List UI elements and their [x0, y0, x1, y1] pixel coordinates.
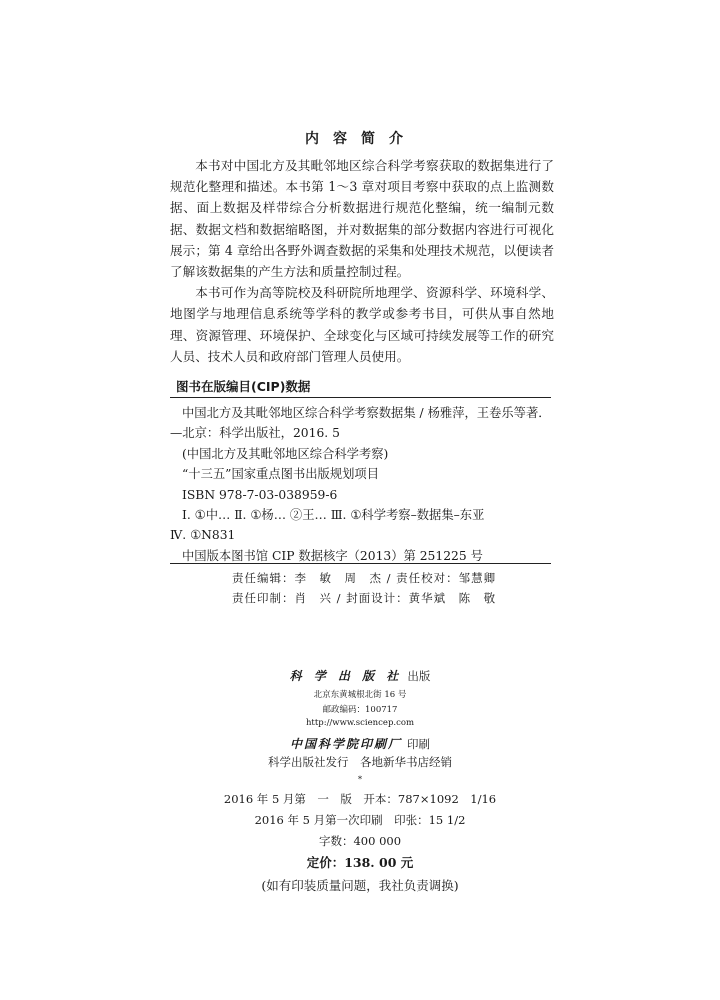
credits-production: 责任印制：肖 兴 / 封面设计：黄华斌 陈 敬 — [232, 591, 497, 605]
printer-suffix: 印刷 — [407, 737, 431, 751]
cip-line: 中国版本图书馆 CIP 数据核字（2013）第 251225 号 — [182, 548, 483, 563]
cip-bottom-rule — [170, 563, 551, 564]
word-count: 字数：400 000 — [318, 834, 402, 848]
cip-line: “十三五”国家重点图书出版规划项目 — [182, 467, 380, 482]
cip-top-rule — [170, 397, 551, 398]
printer-name: 中国科学院印刷厂 — [289, 737, 402, 751]
publisher-address: 北京东黄城根北街 16 号 — [313, 690, 407, 700]
intro-paragraph: 本书可作为高等院校及科研院所地理学、资源科学、环境科学、地图学与地理信息系统等学科的教学或参考书目，可供从事自然地理、资源管理、环境保护、全球变化与区域可持续发展等工作的研究人员、技术人员和政府部门管理人员使用。 — [170, 285, 554, 364]
publisher-postcode: 邮政编码：100717 — [322, 705, 398, 715]
cip-heading: 图书在版编目(CIP)数据 — [176, 379, 311, 394]
publisher-line — [0, 665, 720, 684]
separator-star: * — [357, 775, 363, 785]
cip-line: ISBN 978-7-03-038959-6 — [182, 487, 338, 502]
printing-info: 2016 年 5 月第一次印刷 印张：15 1/2 — [254, 813, 466, 827]
price: 定价：138. 00 元 — [306, 855, 414, 870]
quality-notice: (如有印装质量问题，我社负责调换) — [261, 878, 459, 893]
intro-title: 内容简介 — [305, 131, 417, 147]
distribution: 科学出版社发行 各地新华书店经销 — [268, 755, 452, 769]
cip-line: 中国北方及其毗邻地区综合科学考察数据集 / 杨雅萍，王卷乐等著． — [182, 406, 551, 420]
publisher-url: http://www.sciencep.com — [305, 718, 415, 728]
cip-line: Ⅰ. ①中… Ⅱ. ①杨… ②王… Ⅲ. ①科学考察–数据集–东亚 — [182, 508, 485, 523]
credits-editors: 责任编辑：李 敏 周 杰 / 责任校对：邹慧卿 — [232, 571, 497, 585]
cip-line: (中国北方及其毗邻地区综合科学考察) — [182, 446, 389, 461]
cip-block — [170, 403, 554, 566]
cip-line: —北京：科学出版社，2016. 5 — [170, 426, 340, 441]
printer-line — [0, 733, 720, 752]
credits — [232, 568, 496, 608]
publisher-suffix: 出版 — [407, 669, 431, 683]
publisher-name: 科 学 出 版 社 — [289, 669, 403, 683]
intro-paragraph: 本书对中国北方及其毗邻地区综合科学考察获取的数据集进行了规范化整理和描述。本书第 1～3 章对项目考察中获取的点上监测数据、面上数据及样带综合分析数据进行规范化整编，统一编制元数据、数据文档和数据缩略图，并对数据集的部分数据内容进行可视化展示；第 4 章给出各野外调查数据的采集和处理技术规范，以便读者了解该数据集的产生方法和质量控制过程。 — [170, 158, 554, 280]
cip-line: Ⅳ. ①N831 — [170, 528, 236, 543]
intro-body — [170, 155, 554, 367]
edition-info: 2016 年 5 月第 一 版 开本：787×1092 1/16 — [223, 792, 497, 806]
